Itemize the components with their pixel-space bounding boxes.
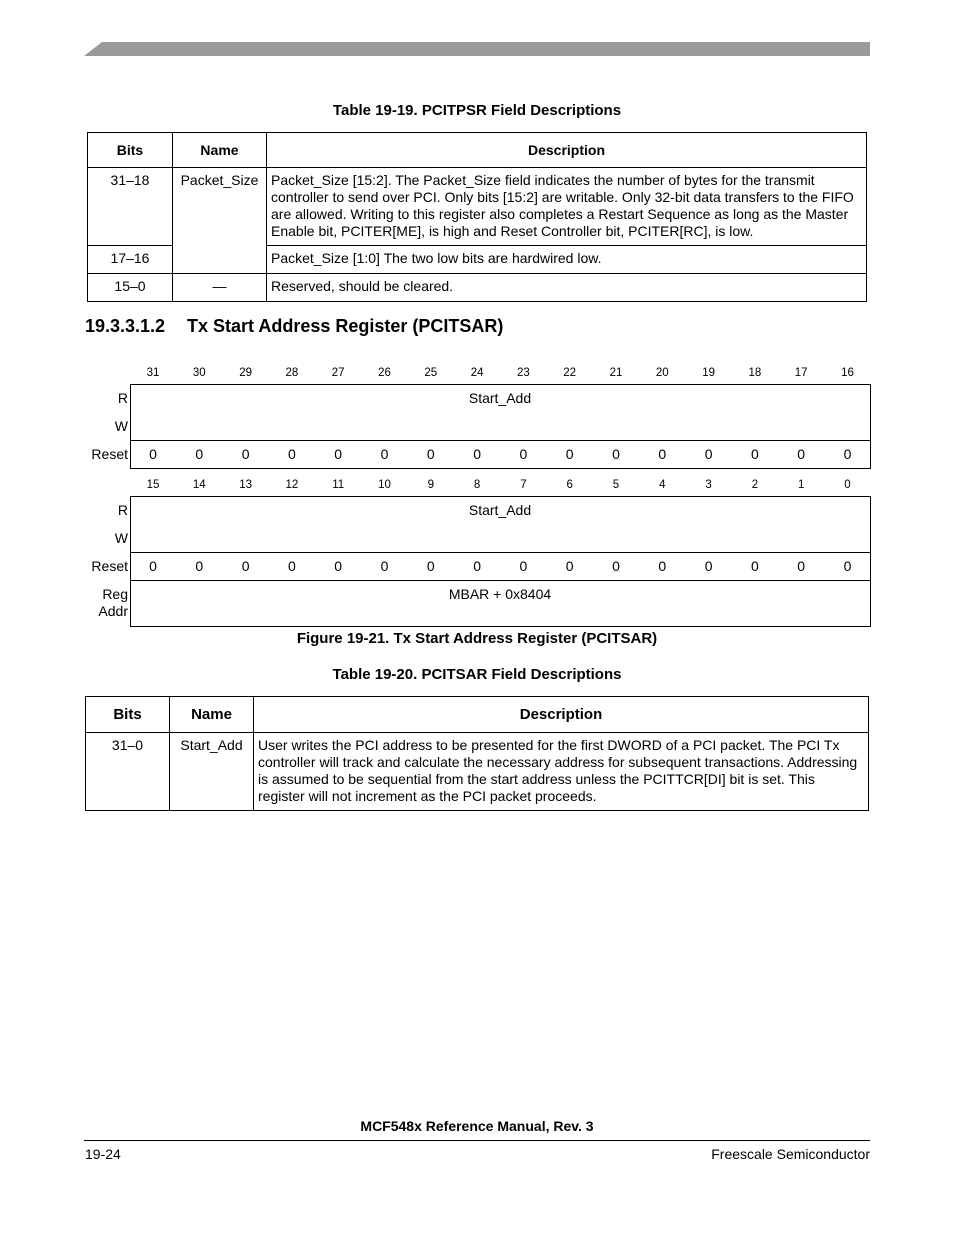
bit-number-1: 30: [192, 367, 206, 379]
reset-value-3: 0: [287, 446, 296, 462]
reset-value-6: 0: [426, 446, 435, 462]
table1-row2-description: Packet_Size [1:0] The two low bits are hardwired low.: [267, 246, 867, 274]
table2-header-description: Description: [254, 697, 869, 733]
upper-label-r: R: [117, 390, 128, 406]
section-number: 19.3.3.1.2: [85, 316, 166, 336]
bit-number-2: 29: [239, 367, 252, 379]
bit-number-6: 9: [427, 479, 434, 491]
bit-number-11: 20: [655, 367, 669, 379]
lower-label-r: R: [117, 502, 128, 518]
bit-number-1: 14: [192, 479, 206, 491]
reset-value-9: 0: [565, 558, 574, 574]
reset-value-13: 0: [750, 558, 759, 574]
footer-divider: [84, 1140, 870, 1141]
bit-number-8: 7: [520, 479, 527, 491]
bit-number-9: 22: [563, 367, 577, 379]
bit-number-7: 24: [470, 367, 484, 379]
bit-number-2: 13: [239, 479, 252, 491]
bit-number-3: 28: [285, 367, 299, 379]
reset-value-5: 0: [380, 446, 389, 462]
reset-value-1: 0: [195, 558, 204, 574]
reset-value-6: 0: [426, 558, 435, 574]
reset-value-8: 0: [519, 446, 528, 462]
reset-value-11: 0: [658, 446, 667, 462]
table1-row1-bits: 31–18: [88, 168, 173, 246]
reset-value-12: 0: [704, 558, 713, 574]
table2-header-name: Name: [170, 697, 254, 733]
table1-caption: Table 19-19. PCITPSR Field Descriptions: [332, 102, 622, 119]
reset-value-8: 0: [519, 558, 528, 574]
table1: [87, 132, 867, 302]
reset-value-15: 0: [843, 446, 852, 462]
reset-value-15: 0: [843, 558, 852, 574]
bit-number-0: 15: [146, 479, 160, 491]
reset-value-3: 0: [287, 558, 296, 574]
reset-value-4: 0: [334, 558, 343, 574]
table-row: [86, 733, 869, 811]
table2-row1-name: Start_Add: [170, 733, 254, 811]
bit-number-14: 17: [794, 367, 808, 379]
reset-value-10: 0: [612, 558, 620, 574]
bit-number-10: 21: [609, 367, 623, 379]
reset-value-7: 0: [473, 446, 481, 462]
bit-number-11: 4: [659, 479, 666, 491]
bit-number-8: 23: [516, 367, 530, 379]
upper-label-reset: Reset: [91, 446, 128, 462]
table2: [85, 696, 869, 811]
reset-value-0: 0: [149, 446, 157, 462]
reset-value-4: 0: [334, 446, 343, 462]
figure-caption: Figure 19-21. Tx Start Address Register (PCITSAR): [296, 630, 658, 647]
upper-label-w: W: [114, 418, 128, 434]
reset-value-1: 0: [195, 446, 204, 462]
lower-label-w: W: [114, 530, 128, 546]
bit-number-14: 1: [797, 479, 805, 491]
reset-value-7: 0: [473, 558, 481, 574]
bit-number-9: 6: [566, 479, 573, 491]
table-row: [88, 274, 867, 302]
table1-header-bits: Bits: [88, 133, 173, 168]
lower-field-name: Start_Add: [468, 502, 532, 518]
bit-number-5: 26: [378, 367, 391, 379]
reset-value-14: 0: [797, 446, 806, 462]
table2-row1-description: User writes the PCI address to be presented for the first DWORD of a PCI packet. The PCI Tx controller will track and calculate the necessary address for subsequent transactions. Addressing is assumed to be sequential from the start address unless the PCITTCR[DI] bit is set. This register will not increment as the PCI packet proceeds.: [254, 733, 869, 811]
bit-number-7: 8: [473, 479, 481, 491]
table1-row3-name: —: [173, 274, 267, 302]
bit-number-13: 2: [751, 479, 759, 491]
bit-number-13: 18: [748, 367, 762, 379]
bit-number-3: 12: [285, 479, 299, 491]
bit-number-4: 11: [332, 479, 345, 491]
section-title: Tx Start Address Register (PCITSAR): [187, 316, 504, 336]
reg-label: Reg: [102, 586, 128, 602]
bit-number-12: 19: [702, 367, 715, 379]
page-number: 19-24: [85, 1146, 121, 1162]
table1-row2-bits: 17–16: [88, 246, 173, 274]
table2-header-bits: Bits: [86, 697, 170, 733]
reset-value-12: 0: [704, 446, 713, 462]
table1-header-name: Name: [173, 133, 267, 168]
bit-number-15: 0: [844, 479, 851, 491]
bit-number-15: 16: [841, 367, 854, 379]
reset-value-11: 0: [658, 558, 667, 574]
bit-number-6: 25: [424, 367, 438, 379]
reg-addr-value: MBAR + 0x8404: [448, 586, 552, 602]
reset-value-0: 0: [149, 558, 157, 574]
footer-title: MCF548x Reference Manual, Rev. 3: [360, 1118, 594, 1134]
table1-row3-description: Reserved, should be cleared.: [267, 274, 867, 302]
lower-label-reset: Reset: [91, 558, 128, 574]
table-row: [88, 168, 867, 246]
table2-caption: Table 19-20. PCITSAR Field Descriptions: [332, 666, 622, 683]
reset-value-13: 0: [750, 446, 759, 462]
reset-value-2: 0: [241, 446, 250, 462]
reset-value-9: 0: [565, 446, 574, 462]
table1-row1-name: Packet_Size: [173, 168, 267, 274]
footer-company: Freescale Semiconductor: [711, 1146, 870, 1162]
bit-number-4: 27: [331, 367, 345, 379]
reset-value-14: 0: [797, 558, 806, 574]
table1-header-description: Description: [267, 133, 867, 168]
bit-number-0: 31: [146, 367, 160, 379]
reset-value-5: 0: [380, 558, 389, 574]
bit-number-5: 10: [378, 479, 391, 491]
bit-number-12: 3: [705, 479, 712, 491]
table1-row1-description: Packet_Size [15:2]. The Packet_Size field indicates the number of bytes for the transmit controller to send over PCI. Only bits [15:2] are writable. Only 32-bit data transfers to the FIFO are allowed. Writing to this register also completes a Restart Sequence as long as the Master Enable bit, PCITER[ME], is high and Reset Controller bit, PCITER[RC], is low.: [267, 168, 867, 246]
reset-value-10: 0: [612, 446, 620, 462]
header-banner: [84, 42, 870, 56]
upper-field-name: Start_Add: [468, 390, 532, 406]
table2-row1-bits: 31–0: [86, 733, 170, 811]
addr-label: Addr: [98, 603, 128, 619]
reset-value-2: 0: [241, 558, 250, 574]
table1-row3-bits: 15–0: [88, 274, 173, 302]
section-heading: [85, 316, 503, 337]
bit-number-10: 5: [612, 479, 620, 491]
